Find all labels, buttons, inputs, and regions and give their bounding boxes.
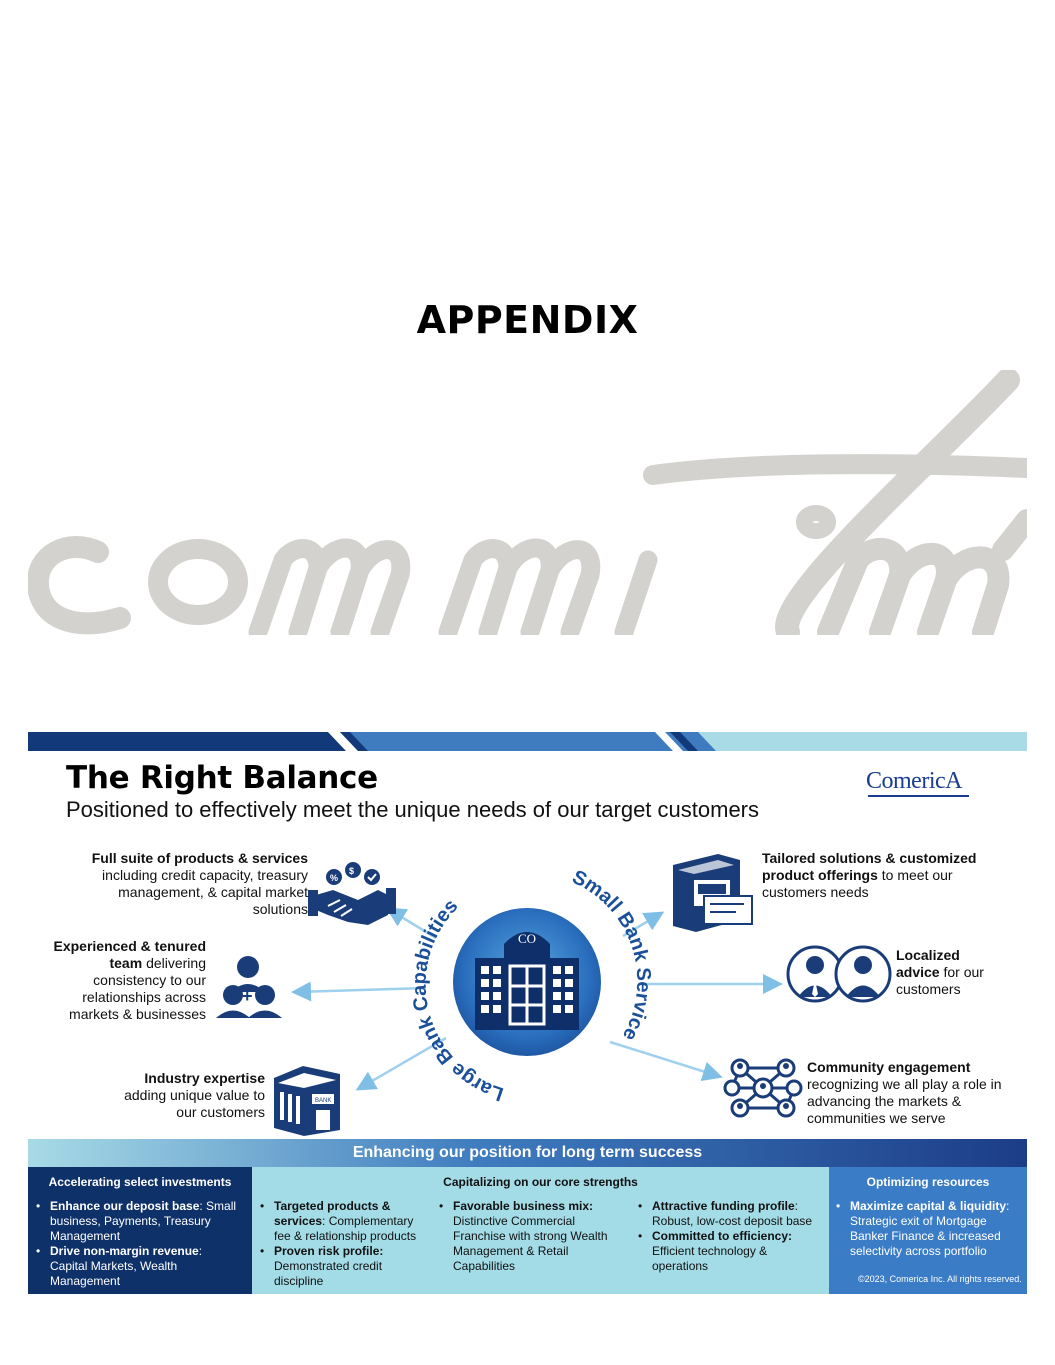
plus-icon: + [242,986,253,1006]
atm-check-icon [673,854,752,932]
list-item [36,1244,241,1289]
panel-accelerating-list [36,1199,241,1289]
item-bold: Attractive funding profile [652,1199,795,1213]
panel-accelerating [28,1167,252,1294]
item-text: : Complementary fee & relationship products [274,1214,417,1243]
feature-localized-rest: for our customers [896,964,984,997]
feature-community-bold: Community engagement [807,1059,971,1075]
feature-community [807,1059,1022,1127]
script-watermark-graphic [28,370,1027,635]
feature-tailored [762,850,982,901]
top-color-band [28,732,1027,751]
item-text: : Robust, low-cost deposit base [652,1199,813,1228]
item-text: Efficient technology & operations [652,1244,768,1273]
feature-localized-bold: Localized advice [896,947,960,980]
list-item [260,1199,428,1244]
feature-full-suite-rest: including credit capacity, treasury management, & capital market solutions [102,867,308,917]
svg-text:%: % [330,873,339,883]
feature-community-rest: recognizing we all play a role in advancing the markets & communities we serve [807,1076,1002,1126]
building-monogram: CO [517,931,537,946]
item-bold: Targeted products & services [274,1199,391,1228]
panel-optimizing-title: Optimizing resources [866,1175,990,1189]
slide-subtitle: Positioned to effectively meet the unique needs of our target customers [66,797,759,822]
list-item [260,1244,428,1289]
appendix-title: APPENDIX [416,298,639,342]
page-number: 18 [1026,1274,1038,1285]
list-item [638,1199,823,1229]
comerica-logo: ComericA [866,768,962,794]
item-text: Distinctive Commercial Franchise with strong Wealth Management & Retail Capabilities [453,1214,608,1273]
bank-icon-label: BANK [315,1098,332,1104]
panel-capitalizing [252,1167,829,1294]
feature-experienced-rest: delivering consistency to our relationships across markets & businesses [69,955,206,1022]
feature-experienced [40,938,206,1023]
feature-industry-rest: adding unique value to our customers [124,1087,265,1120]
list-item [638,1229,823,1274]
advisors-icon [788,947,890,1001]
svg-text:$: $ [349,866,355,876]
script-watermark-logo [28,370,1027,635]
feature-full-suite [60,850,308,918]
panel-capitalizing-title: Capitalizing on our core strengths [443,1175,638,1189]
panel-optimizing-list [836,1199,1021,1259]
item-bold: Enhance our deposit base [50,1199,200,1213]
feature-localized [896,947,1006,998]
panel-capitalizing-col1 [260,1199,428,1289]
list-item [836,1199,1021,1259]
bottom-banner-title: Enhancing our position for long term success [28,1139,1027,1167]
item-bold: Committed to efficiency: [652,1229,793,1243]
feature-experienced-bold: Experienced & tenured team [53,938,206,971]
list-item [439,1199,619,1274]
feature-industry [100,1070,265,1121]
item-bold: Maximize capital & liquidity [850,1199,1007,1213]
panel-capitalizing-col3 [638,1199,823,1274]
arc-label-large-bank: Large Bank Capabilities [408,895,507,1105]
copyright-footer [858,1274,1037,1285]
item-text: : Strategic exit of Mortgage Banker Finance & increased selectivity across portfolio [850,1199,1010,1258]
arc-label-small-bank: Small Bank Service [568,866,655,1045]
slide-title: The Right Balance [66,760,378,796]
feature-tailored-rest: to meet our customers needs [762,867,953,900]
feature-tailored-bold: Tailored solutions & customized product offerings [762,850,977,883]
feature-full-suite-bold: Full suite of products & services [91,850,308,866]
panel-capitalizing-col2 [439,1199,619,1274]
band-graphic [28,732,1027,751]
feature-industry-bold: Industry expertise [144,1070,265,1086]
item-text: : Capital Markets, Wealth Management [50,1244,203,1288]
item-bold: Proven risk profile: [274,1244,384,1258]
item-text: : Small business, Payments, Treasury Management [50,1199,237,1243]
list-item [36,1199,241,1244]
panel-accelerating-title: Accelerating select investments [48,1175,232,1189]
copyright-text: ©2023, Comerica Inc. All rights reserved. [858,1274,1022,1284]
item-bold: Drive non-margin revenue [50,1244,199,1258]
item-text: Demonstrated credit discipline [274,1259,383,1288]
item-bold: Favorable business mix: [453,1199,594,1213]
logo-underline [868,795,969,797]
